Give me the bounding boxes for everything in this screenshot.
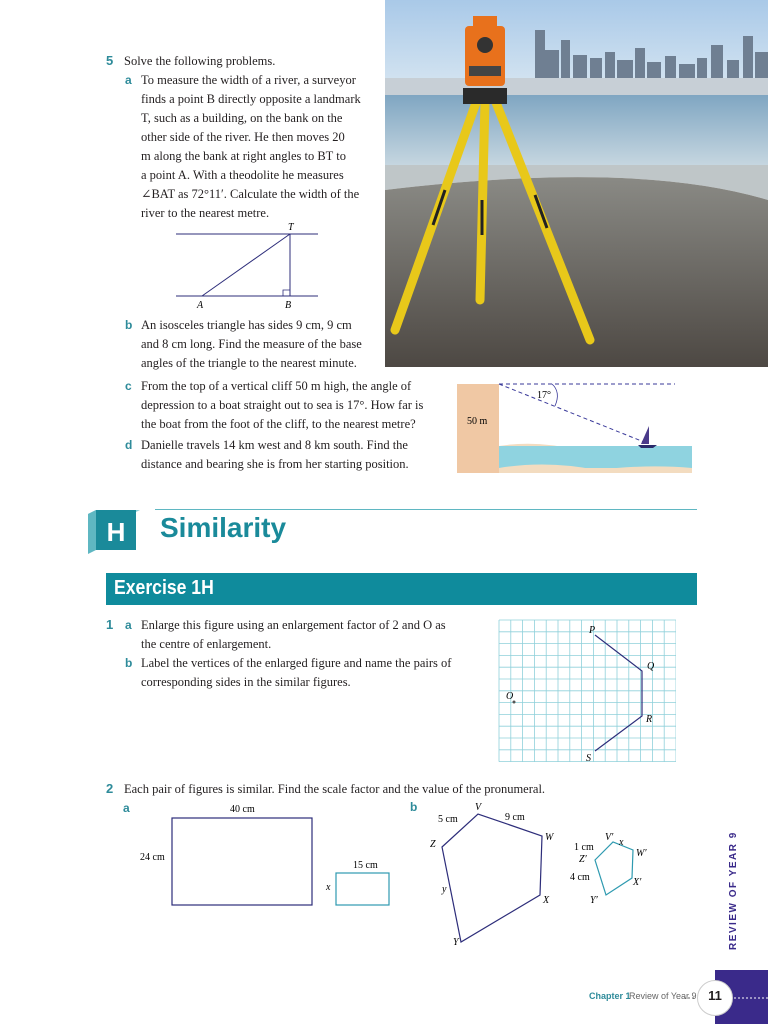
pronumeral-y: y bbox=[442, 884, 447, 895]
part-2a-label: a bbox=[123, 801, 130, 815]
label-T: T bbox=[288, 222, 294, 233]
vertex-Z: Z bbox=[430, 839, 436, 850]
vertex-V-prime: V′ bbox=[605, 832, 614, 843]
question-number-1: 1 bbox=[106, 617, 114, 632]
question-2-text: Each pair of figures is similar. Find the scale factor and the value of the pronumeral. bbox=[124, 782, 546, 796]
vertex-W: W bbox=[545, 832, 554, 843]
rectangles-figure bbox=[135, 800, 395, 910]
angle-label: 17° bbox=[537, 390, 551, 401]
part-1a-text: Enlarge this figure using an enlargement factor of 2 and O as the centre of enlargement. bbox=[141, 618, 446, 651]
rect-width-label: 40 cm bbox=[230, 804, 255, 815]
label-B: B bbox=[285, 300, 292, 310]
section-title: Similarity bbox=[160, 512, 287, 543]
enlargement-grid bbox=[498, 619, 676, 767]
part-1b-text: Label the vertices of the enlarged figure and name the pairs of corresponding sides in the similar figures. bbox=[141, 656, 452, 689]
small-side-zv-label: 1 cm bbox=[574, 842, 594, 853]
label-A: A bbox=[197, 300, 204, 310]
question-5-intro: Solve the following problems. bbox=[124, 54, 276, 68]
question-number-2: 2 bbox=[106, 781, 114, 796]
vertex-S: S bbox=[586, 753, 591, 764]
rect-height-label: 24 cm bbox=[140, 852, 165, 863]
cliff-diagram bbox=[457, 380, 693, 475]
theodolite-photo-image bbox=[385, 0, 768, 367]
pronumeral-x: x bbox=[326, 882, 331, 893]
part-5a-text: To measure the width of a river, a surveyor finds a point B directly opposite a landmark T, such as a building, on the bank on the other side of the river. He then moves 20 m along the bank at right angles to BT to a point A. With a theodolite he measures ∠BAT as 72°11′. Calculate the width of the river to the nearest metre. bbox=[141, 73, 361, 220]
part-5c-text: From the top of a vertical cliff 50 m high, the angle of depression to a boat straight out to sea is 17°. How far is the boat from the foot of the cliff, to the nearest metre? bbox=[141, 379, 424, 431]
part-5a-label: a bbox=[125, 73, 132, 87]
side-vw-label: 9 cm bbox=[505, 812, 525, 823]
section-h-cube-icon bbox=[88, 510, 140, 554]
part-5c-label: c bbox=[125, 379, 132, 393]
exercise-title: Exercise 1H bbox=[114, 577, 214, 599]
vertex-W-prime: W′ bbox=[636, 848, 647, 859]
part-5d-text: Danielle travels 14 km west and 8 km south. Find the distance and bearing she is from her starting position. bbox=[141, 438, 409, 471]
cliff-height-label: 50 m bbox=[467, 416, 488, 427]
side-chapter-label: REVIEW OF YEAR 9 bbox=[728, 831, 739, 950]
side-zv-label: 5 cm bbox=[438, 814, 458, 825]
vertex-Y: Y bbox=[453, 937, 459, 948]
part-1b-label: b bbox=[125, 656, 133, 670]
part-5d-label: d bbox=[125, 438, 133, 452]
vertex-X-prime: X′ bbox=[633, 877, 642, 888]
small-side-zy-label: 4 cm bbox=[570, 872, 590, 883]
small-rect-width-label: 15 cm bbox=[353, 860, 378, 871]
question-number-5: 5 bbox=[106, 53, 114, 68]
part-5b-label: b bbox=[125, 318, 133, 332]
section-rule bbox=[155, 509, 697, 510]
vertex-Z-prime: Z′ bbox=[579, 854, 587, 865]
vertex-Y-prime: Y′ bbox=[590, 895, 598, 906]
part-2b-label: b bbox=[410, 800, 418, 814]
footer-chapter-title: Review of Year 9 bbox=[629, 991, 697, 1001]
vertex-X: X bbox=[543, 895, 550, 906]
vertex-Q: Q bbox=[647, 661, 655, 672]
page-number: 11 bbox=[708, 988, 722, 1003]
pentagons-figure bbox=[420, 798, 660, 950]
part-5b-text: An isosceles triangle has sides 9 cm, 9 cm and 8 cm long. Find the measure of the base angles of the triangle to the nearest minute. bbox=[141, 318, 362, 370]
river-diagram bbox=[170, 218, 330, 310]
vertex-P: P bbox=[589, 625, 596, 636]
part-1a-label: a bbox=[125, 618, 132, 632]
centre-O: O bbox=[506, 691, 514, 702]
theodolite-photo bbox=[385, 0, 768, 367]
footer-dots bbox=[684, 996, 768, 1000]
pronumeral-x-small: x bbox=[619, 837, 624, 848]
exercise-header bbox=[106, 573, 697, 605]
section-letter: H bbox=[106, 517, 126, 547]
vertex-R: R bbox=[646, 714, 653, 725]
footer-chapter: Chapter 1 bbox=[589, 991, 631, 1001]
vertex-V: V bbox=[475, 802, 482, 813]
